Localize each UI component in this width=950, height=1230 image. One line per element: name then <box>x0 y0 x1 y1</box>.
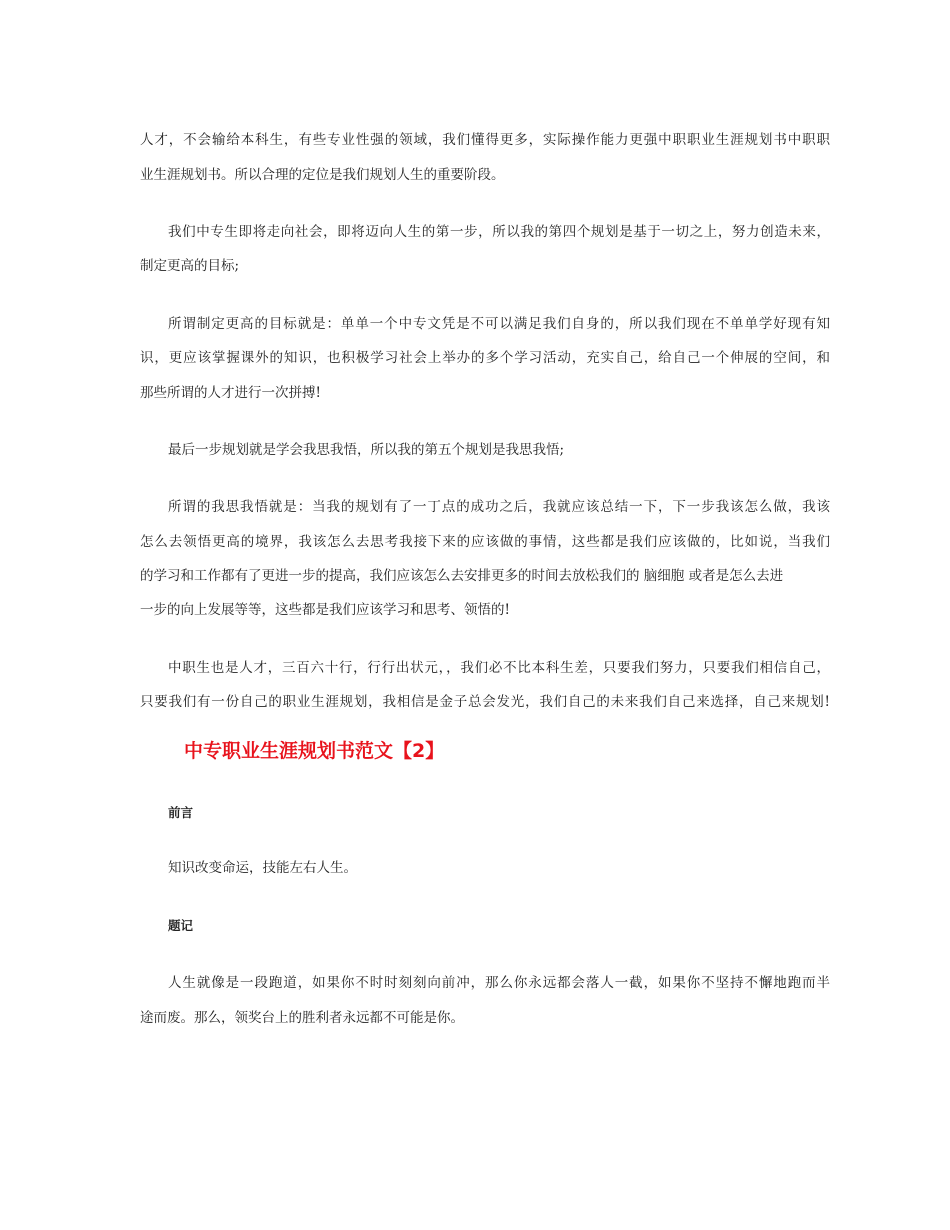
paragraph-line: 人才，不会输给本科生，有些专业性强的领域，我们懂得更多，实际操作能力更强中职职业生涯规划书中职职 <box>140 132 830 148</box>
paragraph-line: 一步的向上发展等等，这些都是我们应该学习和思考、领悟的! <box>140 602 510 618</box>
paragraph-line: 只要我们有一份自己的职业生涯规划，我相信是金子总会发光，我们自己的未来我们自己来选择，自己来规划! <box>140 694 830 710</box>
paragraph-line: 中职生也是人才，三百六十行，行行出状元，，我们必不比本科生差，只要我们努力，只要我们相信自己， <box>168 660 830 676</box>
preface-title: 前言 <box>168 805 194 820</box>
paragraph-line: 识，更应该掌握课外的知识，也积极学习社会上举办的多个学习活动，充实自己，给自己一个伸展的空间，和 <box>140 350 830 366</box>
paragraph-line: 怎么去领悟更高的境界，我该怎么去思考我接下来的应该做的事情，这些都是我们应该做的，比如说，当我们 <box>140 534 830 550</box>
paragraph-line: 所谓制定更高的目标就是：单单一个中专文凭是不可以满足我们自身的，所以我们现在不单单学好现有知 <box>168 316 830 332</box>
paragraph-line: 的学习和工作都有了更进一步的提高，我们应该怎么去安排更多的时间去放松我们的 脑细胞 或者是怎么去进 <box>140 568 784 584</box>
paragraph-line: 那些所谓的人才进行一次拼搏! <box>140 385 321 401</box>
epigraph-line: 途而废。那么，领奖台上的胜利者永远都不可能是你。 <box>140 1010 464 1026</box>
paragraph-line: 业生涯规划书。所以合理的定位是我们规划人生的重要阶段。 <box>140 167 505 183</box>
epigraph-title: 题记 <box>168 918 194 933</box>
section-heading: 中专职业生涯规划书范文【2】 <box>184 740 445 762</box>
paragraph-line: 最后一步规划就是学会我思我悟，所以我的第五个规划是我思我悟; <box>168 442 565 458</box>
epigraph-line: 人生就像是一段跑道，如果你不时时刻刻向前冲，那么你永远都会落人一截，如果你不坚持不懈地跑而半 <box>168 975 830 991</box>
preface-text: 知识改变命运，技能左右人生。 <box>168 860 357 876</box>
paragraph-line: 制定更高的目标; <box>140 258 240 274</box>
paragraph-line: 我们中专生即将走向社会，即将迈向人生的第一步，所以我的第四个规划是基于一切之上，努力创造未来， <box>168 224 830 240</box>
paragraph-line: 所谓的我思我悟就是：当我的规划有了一丁点的成功之后，我就应该总结一下，下一步我该怎么做，我该 <box>168 499 830 515</box>
